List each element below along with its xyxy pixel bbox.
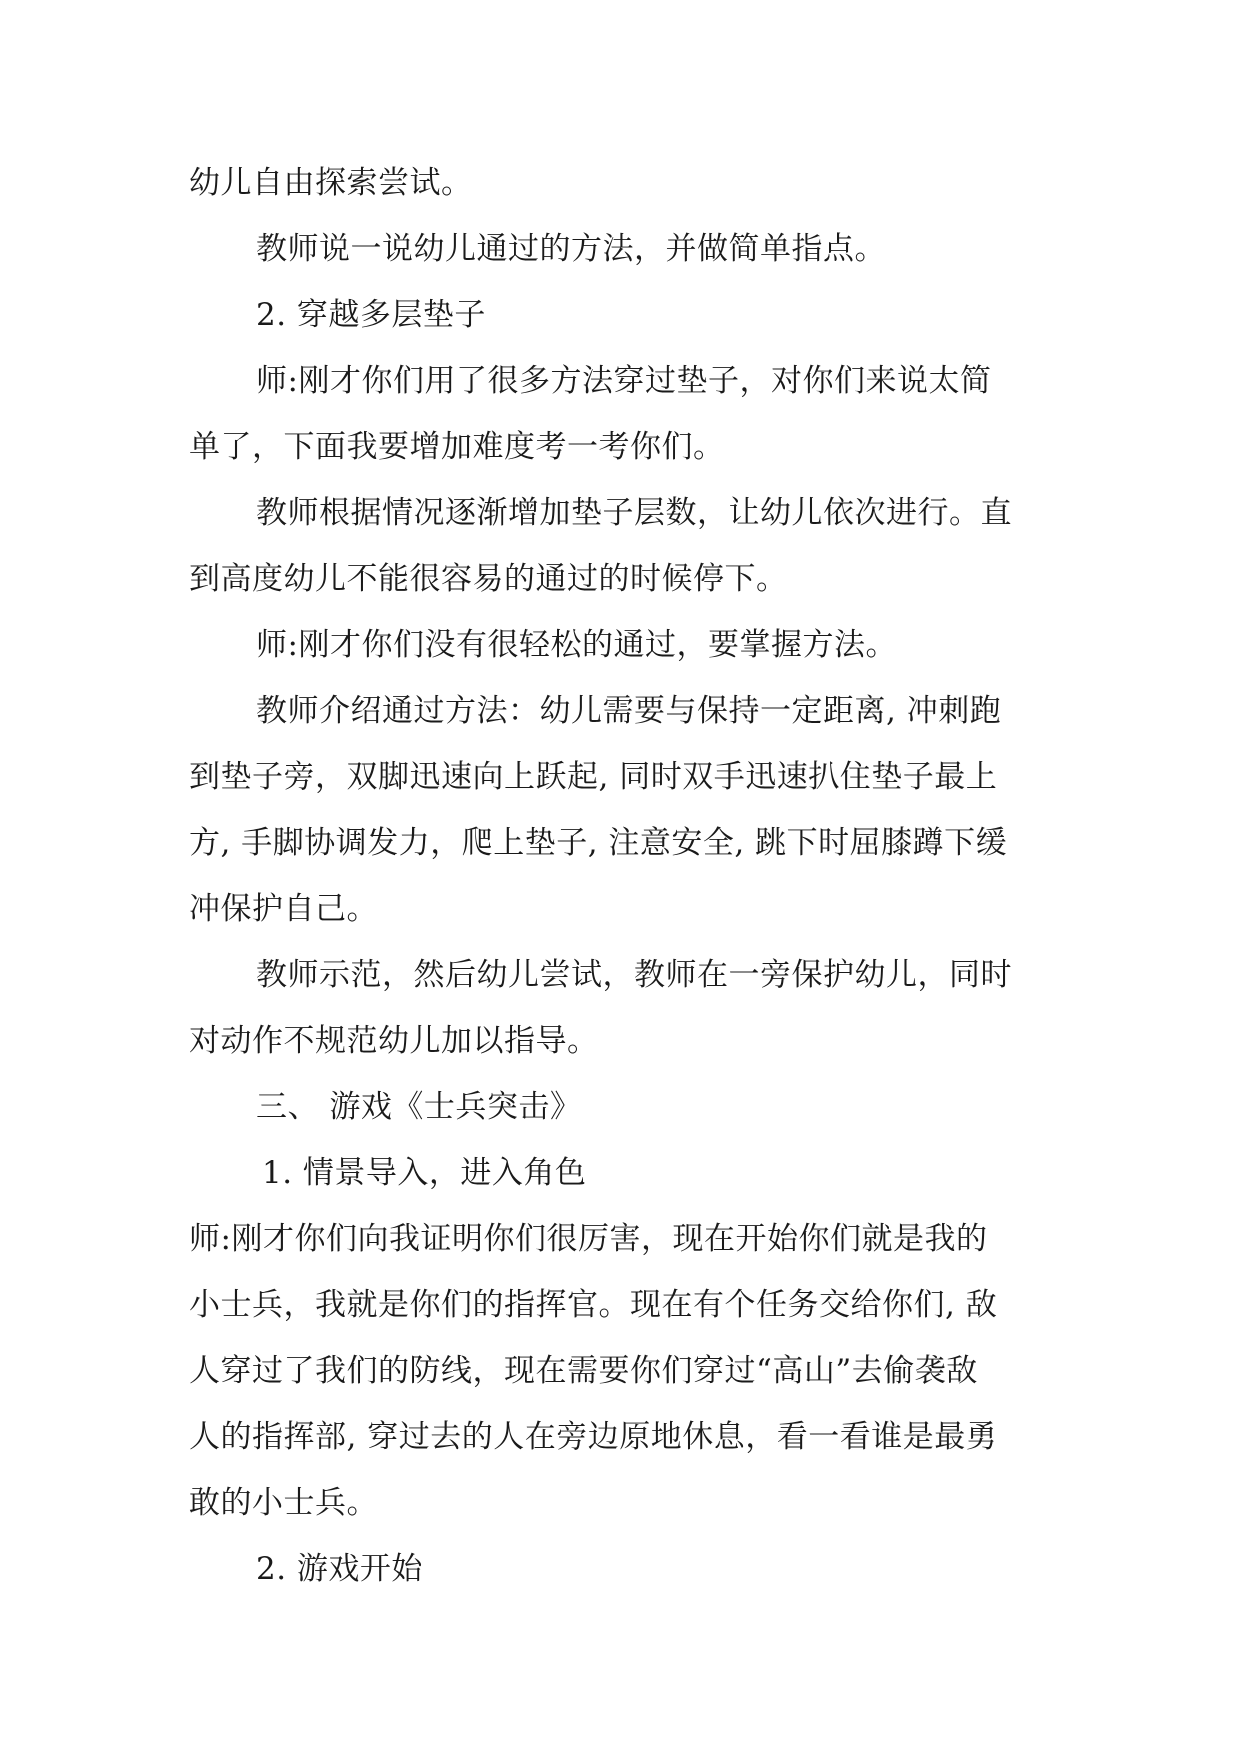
paragraph-line: 教师示范，然后幼儿尝试，教师在一旁保护幼儿，同时 (256, 957, 1012, 993)
section-heading: 2. 游戏开始 (256, 1551, 423, 1587)
paragraph-line: 师:刚才你们向我证明你们很厉害，现在开始你们就是我的 (189, 1221, 988, 1257)
paragraph-line: 教师介绍通过方法：幼儿需要与保持一定距离, 冲刺跑 (256, 693, 1002, 729)
section-heading: 三、 游戏《士兵突击》 (256, 1089, 582, 1125)
section-heading: 2. 穿越多层垫子 (256, 297, 486, 333)
paragraph-line: 冲保护自己。 (189, 891, 378, 927)
paragraph-line: 对动作不规范幼儿加以指导。 (189, 1023, 599, 1059)
paragraph-line: 方, 手脚协调发力，爬上垫子, 注意安全, 跳下时屈膝蹲下缓 (189, 825, 1008, 861)
paragraph-line: 教师说一说幼儿通过的方法，并做简单指点。 (256, 231, 886, 267)
paragraph-line: 人的指挥部, 穿过去的人在旁边原地休息，看一看谁是最勇 (189, 1419, 998, 1455)
section-heading: 1. 情景导入，进入角色 (262, 1155, 587, 1191)
paragraph-line: 小士兵，我就是你们的指挥官。现在有个任务交给你们, 敌 (189, 1287, 998, 1323)
paragraph-line: 人穿过了我们的防线，现在需要你们穿过“高山”去偷袭敌 (189, 1353, 978, 1389)
paragraph-line: 敢的小士兵。 (189, 1485, 378, 1521)
paragraph-line: 到高度幼儿不能很容易的通过的时候停下。 (189, 561, 788, 597)
paragraph-line: 教师根据情况逐渐增加垫子层数，让幼儿依次进行。直 (256, 495, 1012, 531)
paragraph-line: 到垫子旁，双脚迅速向上跃起, 同时双手迅速扒住垫子最上 (189, 759, 998, 795)
paragraph-line: 师:刚才你们用了很多方法穿过垫子，对你们来说太简 (256, 363, 992, 399)
paragraph-line: 师:刚才你们没有很轻松的通过，要掌握方法。 (256, 627, 897, 663)
paragraph-line: 单了，下面我要增加难度考一考你们。 (189, 429, 725, 465)
paragraph-line: 幼儿自由探索尝试。 (189, 165, 473, 201)
